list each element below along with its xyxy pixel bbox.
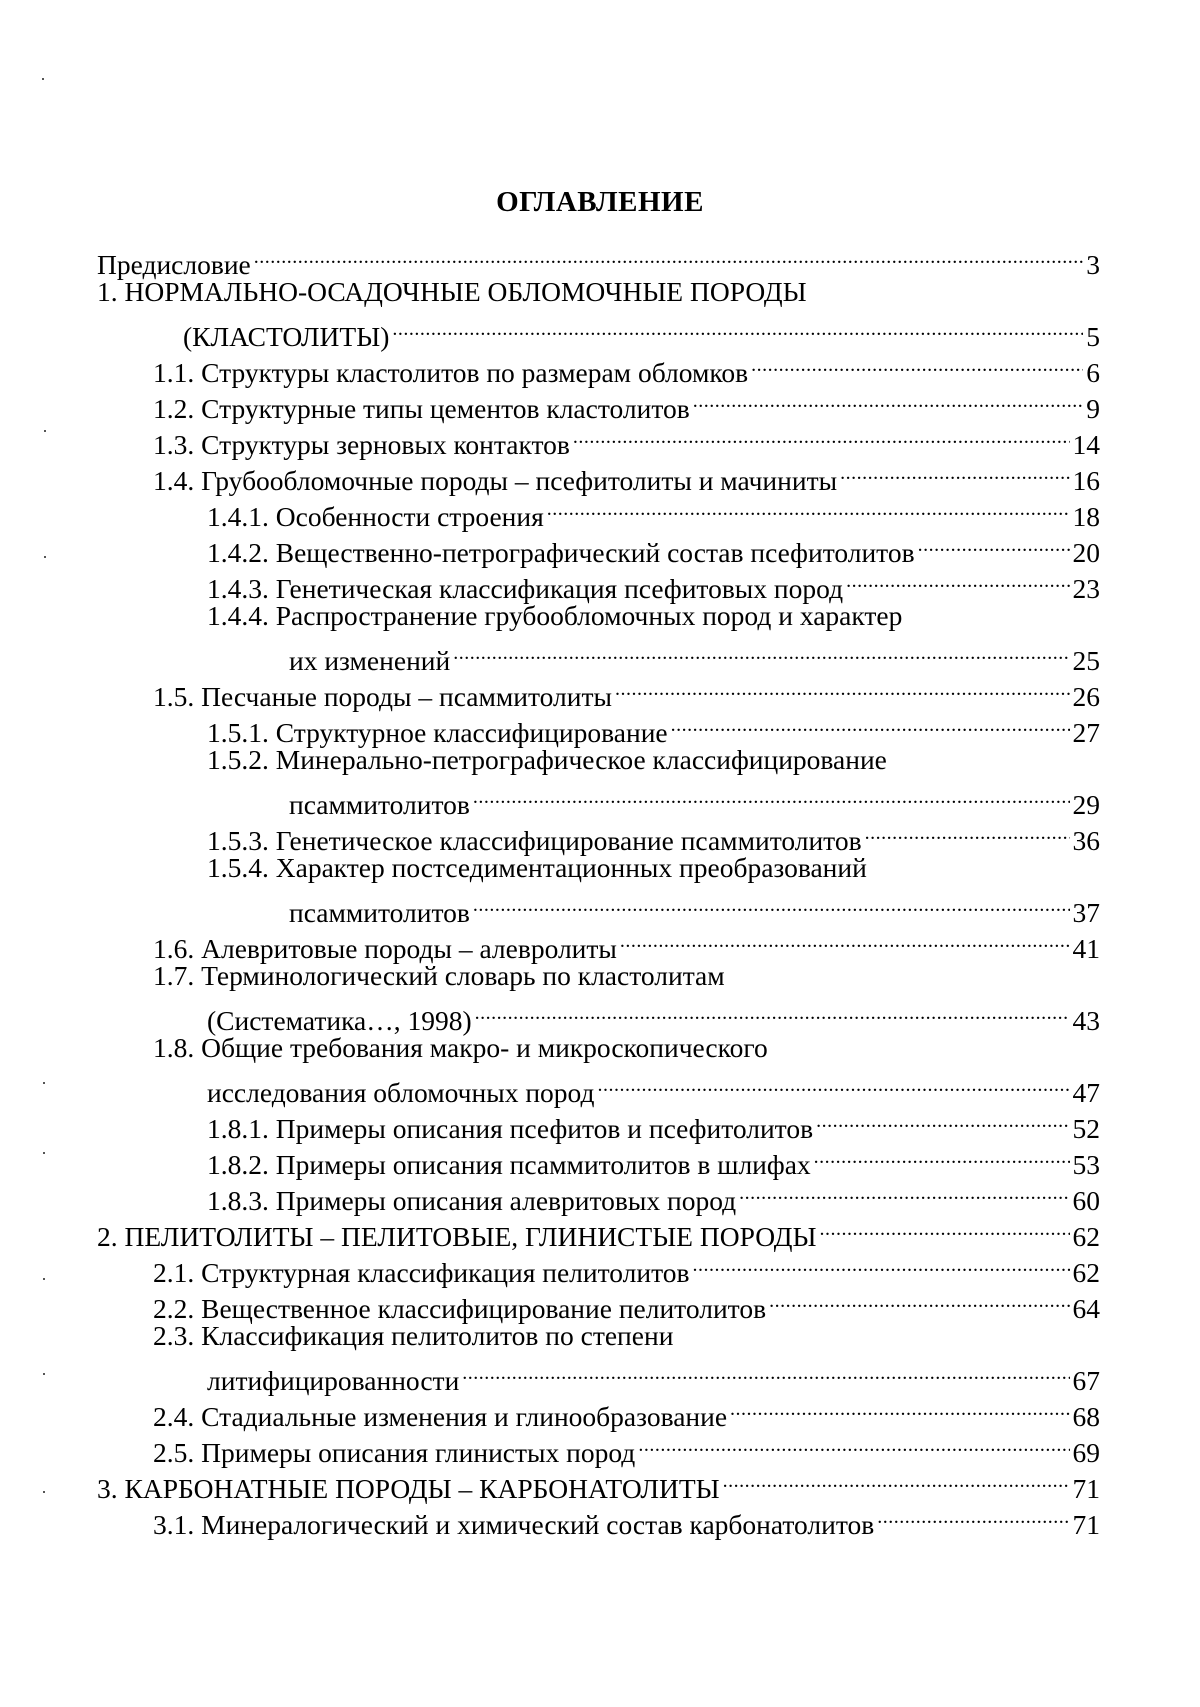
toc-entry-title-continued: псаммитолитов [207, 895, 470, 931]
page-number: 26 [1073, 679, 1101, 715]
page-number: 16 [1073, 463, 1101, 499]
toc-entry-title-continued: литифицированности [153, 1363, 459, 1399]
dot-leader [254, 238, 1084, 274]
page-number: 6 [1086, 355, 1100, 391]
toc-entry-title: 1. НОРМАЛЬНО-ОСАДОЧНЫЕ ОБЛОМОЧНЫЕ ПОРОДЫ [97, 274, 807, 310]
dot-leader [638, 1426, 1069, 1462]
toc-entry-title: 1.3. Структуры зерновых контактов [153, 427, 570, 463]
dot-leader [816, 1102, 1069, 1138]
toc-entry-title: 1.5.4. Характер постседиментационных преобразований [207, 850, 867, 886]
page-number: 9 [1086, 391, 1100, 427]
toc-entry-continuation [97, 1354, 1100, 1390]
dot-leader [877, 1498, 1069, 1534]
page-number: 29 [1073, 787, 1101, 823]
toc-entry [97, 1318, 1100, 1354]
toc-entry-title-continued: их изменений [207, 643, 450, 679]
toc-entry [97, 1030, 1100, 1066]
toc-entry-title: 1.4.3. Генетическая классификация псефитовых пород [207, 571, 843, 607]
dot-leader [846, 562, 1069, 598]
toc-entry-title: 1.5.2. Минерально-петрографическое классифицирование [207, 742, 887, 778]
table-of-contents [97, 238, 1100, 1534]
scan-speck [44, 430, 46, 432]
dot-leader [739, 1174, 1069, 1210]
dot-leader [730, 1390, 1069, 1426]
scan-speck [42, 78, 44, 80]
toc-entry [97, 598, 1100, 634]
dot-leader [620, 922, 1070, 958]
dot-leader [819, 1210, 1069, 1246]
toc-entry-title-continued: исследования обломочных пород [153, 1075, 594, 1111]
toc-entry-title-continued: псаммитолитов [207, 787, 470, 823]
toc-entry-title: 1.1. Структуры кластолитов по размерам обломков [153, 355, 748, 391]
toc-entry [97, 274, 1100, 310]
dot-leader [473, 778, 1070, 814]
dot-leader [751, 346, 1083, 382]
dot-leader [473, 886, 1070, 922]
page-number: 5 [1086, 319, 1100, 355]
toc-entry-title-continued: (Систематика…, 1998) [153, 1003, 472, 1039]
page-number: 67 [1073, 1363, 1101, 1399]
toc-entry-title: 1.4.4. Распространение грубообломочных пород и характер [207, 598, 902, 634]
scan-speck [43, 1491, 45, 1493]
page-number: 20 [1073, 535, 1101, 571]
scan-speck [43, 1152, 45, 1154]
scan-speck [44, 556, 46, 558]
toc-entry [97, 742, 1100, 778]
toc-entry-title: 2.5. Примеры описания глинистых пород [153, 1435, 635, 1471]
toc-entry [97, 238, 1100, 274]
dot-leader [693, 1246, 1070, 1282]
dot-leader [462, 1354, 1069, 1390]
toc-entry-title: 1.6. Алевритовые породы – алевролиты [153, 931, 617, 967]
toc-entry-title: 2. ПЕЛИТОЛИТЫ – ПЕЛИТОВЫЕ, ГЛИНИСТЫЕ ПОРОДЫ [97, 1219, 816, 1255]
dot-leader [769, 1282, 1069, 1318]
page-number: 53 [1073, 1147, 1101, 1183]
dot-leader [573, 418, 1070, 454]
page-number: 18 [1073, 499, 1101, 535]
toc-entry-title-continued: (КЛАСТОЛИТЫ) [97, 319, 389, 355]
toc-entry [97, 850, 1100, 886]
toc-entry-title: 3.1. Минералогический и химический состав карбонатолитов [153, 1507, 874, 1543]
page-number: 27 [1073, 715, 1101, 751]
toc-entry-continuation [97, 994, 1100, 1030]
page-number: 36 [1073, 823, 1101, 859]
dot-leader [814, 1138, 1070, 1174]
dot-leader [865, 814, 1070, 850]
toc-entry-title: 1.8.3. Примеры описания алевритовых пород [207, 1183, 736, 1219]
toc-entry-title: 1.7. Терминологический словарь по кластолитам [153, 958, 725, 994]
page-number: 25 [1073, 643, 1101, 679]
toc-entry-title: Предисловие [97, 247, 251, 283]
toc-entry-title: 1.8.2. Примеры описания псаммитолитов в шлифах [207, 1147, 811, 1183]
dot-leader [723, 1462, 1070, 1498]
page-number: 52 [1073, 1111, 1101, 1147]
toc-entry-title: 2.2. Вещественное классифицирование пелитолитов [153, 1291, 766, 1327]
toc-entry-title: 1.2. Структурные типы цементов кластолитов [153, 391, 690, 427]
page-number: 69 [1073, 1435, 1101, 1471]
toc-entry-title: 2.4. Стадиальные изменения и глинообразование [153, 1399, 727, 1435]
page-number: 14 [1073, 427, 1101, 463]
toc-entry-title: 1.4.2. Вещественно-петрографический состав псефитолитов [207, 535, 915, 571]
scan-speck [43, 1373, 45, 1375]
dot-leader [615, 670, 1070, 706]
toc-entry-title: 3. КАРБОНАТНЫЕ ПОРОДЫ – КАРБОНАТОЛИТЫ [97, 1471, 720, 1507]
page-number: 62 [1073, 1219, 1101, 1255]
dot-leader [475, 994, 1070, 1030]
scan-speck [43, 1278, 45, 1280]
page-number: 3 [1086, 247, 1100, 283]
toc-entry-title: 1.5.3. Генетическое классифицирование псаммитолитов [207, 823, 862, 859]
toc-entry [97, 958, 1100, 994]
page-number: 64 [1073, 1291, 1101, 1327]
dot-leader [918, 526, 1070, 562]
dot-leader [671, 706, 1070, 742]
toc-entry-title: 1.4.1. Особенности строения [207, 499, 544, 535]
dot-leader [392, 310, 1083, 346]
page-number: 62 [1073, 1255, 1101, 1291]
dot-leader [453, 634, 1069, 670]
toc-entry-continuation [97, 1066, 1100, 1102]
toc-entry-title: 2.1. Структурная классификация пелитолитов [153, 1255, 690, 1291]
toc-entry-continuation [97, 634, 1100, 670]
page-number: 23 [1073, 571, 1101, 607]
page-number: 71 [1073, 1507, 1101, 1543]
scan-speck [43, 1082, 45, 1084]
toc-entry-title: 1.5. Песчаные породы – псаммитолиты [153, 679, 612, 715]
toc-entry-continuation [97, 310, 1100, 346]
dot-leader [840, 454, 1069, 490]
dot-leader [547, 490, 1070, 526]
page-number: 43 [1073, 1003, 1101, 1039]
toc-entry-title: 1.4. Грубообломочные породы – псефитолиты и мачиниты [153, 463, 837, 499]
dot-leader [597, 1066, 1069, 1102]
toc-entry-title: 2.3. Классификация пелитолитов по степени [153, 1318, 673, 1354]
toc-entry-continuation [97, 778, 1100, 814]
page-title: ОГЛАВЛЕНИЕ [0, 182, 1200, 222]
page-number: 41 [1073, 931, 1101, 967]
page-number: 37 [1073, 895, 1101, 931]
page-number: 71 [1073, 1471, 1101, 1507]
toc-entry-title: 1.8.1. Примеры описания псефитов и псефитолитов [207, 1111, 813, 1147]
toc-entry-continuation [97, 886, 1100, 922]
toc-entry-title: 1.8. Общие требования макро- и микроскопического [153, 1030, 768, 1066]
page-number: 47 [1073, 1075, 1101, 1111]
page-number: 68 [1073, 1399, 1101, 1435]
toc-entry-title: 1.5.1. Структурное классифицирование [207, 715, 668, 751]
page-number: 60 [1073, 1183, 1101, 1219]
dot-leader [693, 382, 1084, 418]
